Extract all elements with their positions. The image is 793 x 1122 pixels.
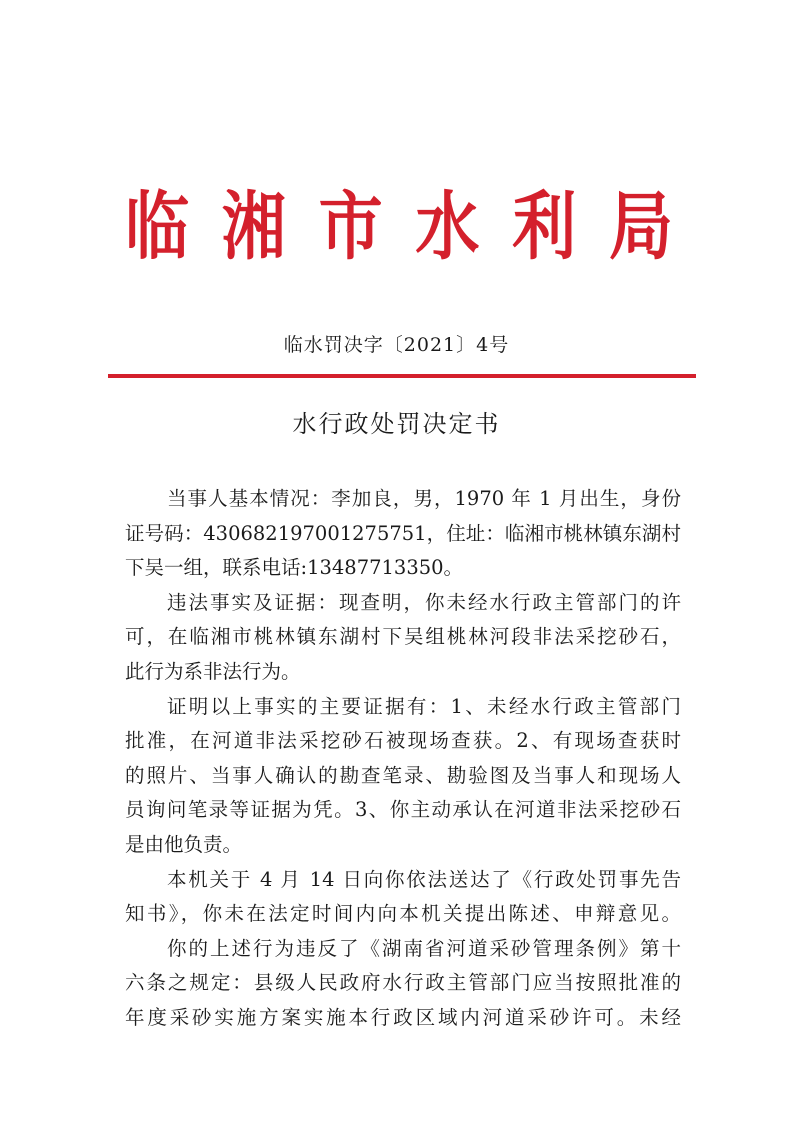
letterhead-char: 水 xyxy=(415,184,480,271)
letterhead-char: 利 xyxy=(512,184,577,271)
letterhead-char: 临 xyxy=(125,184,189,271)
body-line: 可，在临湘市桃林镇东湖村下吴组桃林河段非法采挖砂石， xyxy=(125,625,681,649)
letterhead-char: 湘 xyxy=(221,184,286,271)
body-line: 六条之规定：县级人民政府水行政主管部门应当按照批准的 xyxy=(125,971,681,995)
body-line: 年度采砂实施方案实施本行政区域内河道采砂许可。未经 xyxy=(125,1005,681,1029)
body-line: 的照片、当事人确认的勘查笔录、勘验图及当事人和现场人 xyxy=(125,763,681,787)
document-number: 临水罚决字〔2021〕4号 xyxy=(283,334,510,356)
red-divider-line xyxy=(108,374,696,378)
body-line: 当事人基本情况：李加良，男，1970 年 1 月出生，身份 xyxy=(167,487,681,510)
letterhead-char: 市 xyxy=(318,184,383,271)
body-line: 批准，在河道非法采挖砂石被现场查获。2、有现场查获时 xyxy=(125,729,681,753)
body-line: 下吴一组，联系电话:13487713350。 xyxy=(125,556,464,580)
issuing-organization-letterhead xyxy=(125,182,673,274)
letterhead-char: 局 xyxy=(608,184,673,271)
document-title: 水行政处罚决定书 xyxy=(292,410,501,438)
body-line: 本机关于 4 月 14 日向你依法送达了《行政处罚事先告 xyxy=(167,867,681,891)
document-body xyxy=(125,482,681,1036)
body-line: 证明以上事实的主要证据有：1、未经水行政主管部门 xyxy=(167,694,681,718)
body-line: 知书》，你未在法定时间内向本机关提出陈述、申辩意见。 xyxy=(125,902,681,926)
body-line: 此行为系非法行为。 xyxy=(125,659,301,683)
body-line: 你的上述行为违反了《湖南省河道采砂管理条例》第十 xyxy=(167,936,681,960)
body-line: 违法事实及证据：现查明，你未经水行政主管部门的许 xyxy=(167,590,681,614)
body-line: 证号码：430682197001275751，住址：临湘市桃林镇东湖村 xyxy=(125,521,681,545)
body-line: 是由他负责。 xyxy=(125,832,243,856)
body-line: 员询问笔录等证据为凭。3、你主动承认在河道非法采挖砂石 xyxy=(125,798,681,822)
